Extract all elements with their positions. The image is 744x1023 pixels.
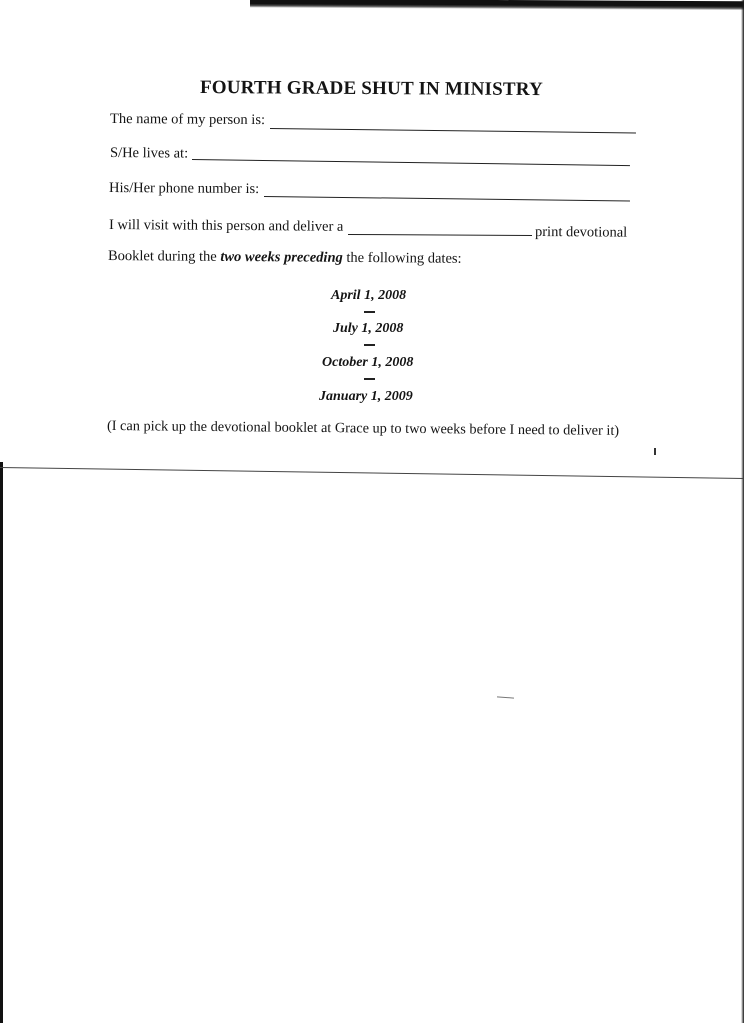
date-2: July 1, 2008 bbox=[333, 321, 404, 336]
form-title: FOURTH GRADE SHUT IN MINISTRY bbox=[199, 77, 544, 101]
booklet-emphasis: two weeks preceding bbox=[220, 248, 343, 266]
scan-left-shadow bbox=[0, 462, 3, 1023]
phone-label: His/Her phone number is: bbox=[108, 180, 260, 198]
visit-text-before: I will visit with this person and deliver a bbox=[108, 217, 344, 235]
date-1: April 1, 2008 bbox=[331, 288, 407, 303]
booklet-text-after: the following dates: bbox=[346, 249, 462, 267]
scan-speck bbox=[654, 448, 656, 455]
cut-line bbox=[0, 467, 744, 479]
date-separator-1 bbox=[364, 311, 375, 313]
date-4: January 1, 2009 bbox=[319, 389, 413, 404]
address-blank[interactable] bbox=[192, 159, 630, 166]
name-blank[interactable] bbox=[270, 128, 636, 133]
phone-blank[interactable] bbox=[264, 196, 630, 201]
name-label: The name of my person is: bbox=[109, 111, 266, 129]
visit-text-after: print devotional bbox=[534, 224, 628, 241]
date-separator-3 bbox=[364, 378, 375, 380]
devotional-type-blank[interactable] bbox=[348, 234, 532, 236]
booklet-text-before: Booklet during the bbox=[107, 248, 217, 265]
scan-mark bbox=[497, 696, 514, 698]
scan-top-shadow bbox=[250, 0, 744, 10]
pickup-note: (I can pick up the devotional booklet at Grace up to two weeks before I need to deliver it) bbox=[106, 418, 620, 439]
date-3: October 1, 2008 bbox=[322, 355, 414, 370]
date-separator-2 bbox=[364, 344, 375, 346]
address-label: S/He lives at: bbox=[109, 145, 189, 162]
booklet-sentence bbox=[108, 248, 462, 268]
